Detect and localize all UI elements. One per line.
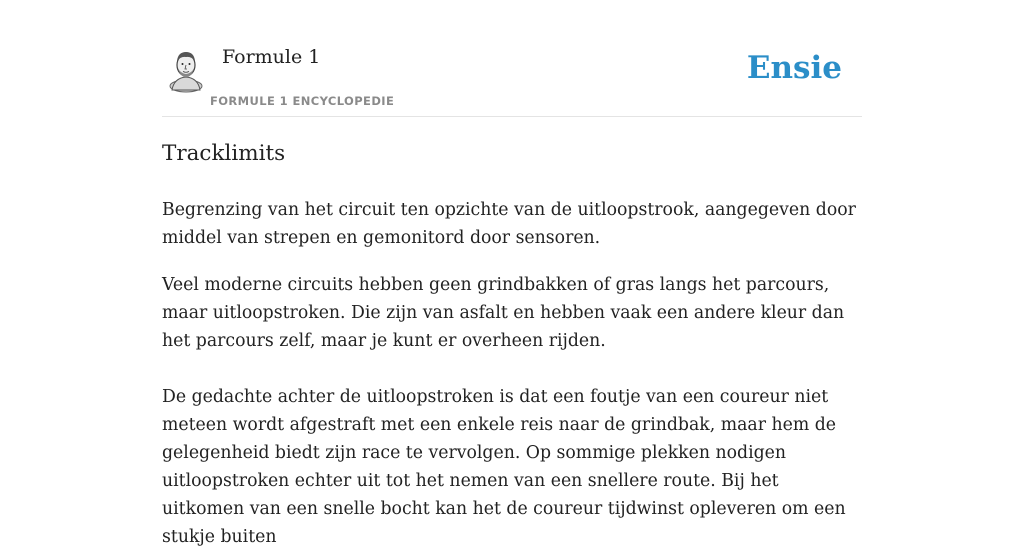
article-content bbox=[162, 138, 862, 551]
site-header bbox=[162, 0, 862, 117]
person-sketch-icon[interactable] bbox=[166, 48, 206, 92]
brand-logo[interactable]: Ensie bbox=[746, 50, 842, 86]
article-title: Tracklimits bbox=[162, 141, 286, 166]
site-subtitle: FORMULE 1 ENCYCLOPEDIE bbox=[210, 94, 395, 108]
article-paragraph: Veel moderne circuits hebben geen grindbakken of gras langs het parcours, maar uitloopstroken. Die zijn van asfalt en hebben vaak een andere kleur dan het parcours zelf, maar je kunt er overheen rijden. De gedachte achter de uitloopstroken is dat een foutje van een coureur niet meteen wordt afgestraft met een enkele reis naar de grindbak, maar hem de gelegenheid biedt zijn race te vervolgen. Op sommige plekken nodigen uitloopstroken echter uit tot het nemen van een snellere route. Bij het uitkomen van een snelle bocht kan het de coureur tijdwinst opleveren om een stukje buiten bbox=[162, 275, 846, 547]
article-paragraph: Begrenzing van het circuit ten opzichte van de uitloopstrook, aangegeven door middel van strepen en gemonitord door sensoren. bbox=[162, 200, 856, 248]
site-name-link[interactable]: Formule 1 bbox=[222, 46, 321, 68]
